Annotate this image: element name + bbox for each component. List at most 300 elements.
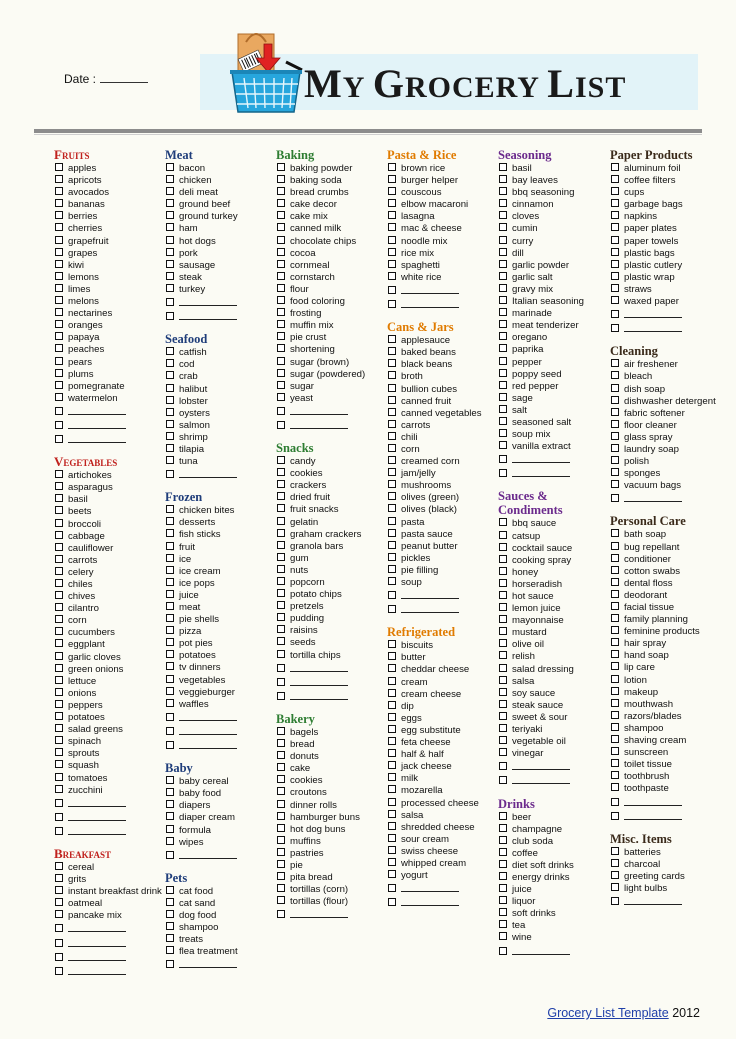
checkbox[interactable] — [55, 688, 63, 696]
list-item[interactable] — [276, 187, 384, 199]
list-item[interactable] — [165, 687, 273, 699]
list-item[interactable] — [165, 566, 273, 578]
checkbox[interactable] — [611, 771, 619, 779]
template-link[interactable]: Grocery List Template — [547, 1006, 669, 1020]
checkbox[interactable] — [499, 700, 507, 708]
blank-list-item[interactable] — [54, 922, 162, 936]
checkbox[interactable] — [499, 441, 507, 449]
list-item[interactable] — [165, 408, 273, 420]
checkbox[interactable] — [55, 773, 63, 781]
blank-line[interactable] — [290, 690, 348, 700]
checkbox[interactable] — [166, 384, 174, 392]
checkbox[interactable] — [277, 650, 285, 658]
checkbox[interactable] — [55, 407, 63, 415]
list-item[interactable] — [54, 175, 162, 187]
list-item[interactable] — [498, 260, 606, 272]
checkbox[interactable] — [166, 602, 174, 610]
list-item[interactable] — [165, 272, 273, 284]
checkbox[interactable] — [277, 787, 285, 795]
list-item[interactable] — [276, 260, 384, 272]
list-item[interactable] — [498, 567, 606, 579]
checkbox[interactable] — [499, 860, 507, 868]
checkbox[interactable] — [499, 296, 507, 304]
checkbox[interactable] — [55, 910, 63, 918]
list-item[interactable] — [54, 652, 162, 664]
list-item[interactable] — [165, 542, 273, 554]
list-item[interactable] — [276, 381, 384, 393]
checkbox[interactable] — [388, 504, 396, 512]
date-blank-line[interactable] — [100, 72, 148, 83]
blank-list-item[interactable] — [387, 896, 495, 910]
list-item[interactable] — [165, 910, 273, 922]
list-item[interactable] — [276, 860, 384, 872]
checkbox[interactable] — [277, 601, 285, 609]
checkbox[interactable] — [499, 187, 507, 195]
checkbox[interactable] — [166, 529, 174, 537]
list-item[interactable] — [276, 517, 384, 529]
checkbox[interactable] — [55, 543, 63, 551]
list-item[interactable] — [165, 384, 273, 396]
list-item[interactable] — [387, 785, 495, 797]
checkbox[interactable] — [611, 211, 619, 219]
checkbox[interactable] — [55, 924, 63, 932]
checkbox[interactable] — [55, 470, 63, 478]
checkbox[interactable] — [388, 272, 396, 280]
blank-list-item[interactable] — [498, 760, 606, 774]
checkbox[interactable] — [277, 812, 285, 820]
checkbox[interactable] — [388, 640, 396, 648]
checkbox[interactable] — [55, 163, 63, 171]
checkbox[interactable] — [55, 939, 63, 947]
list-item[interactable] — [610, 236, 718, 248]
blank-list-item[interactable] — [387, 298, 495, 312]
list-item[interactable] — [276, 211, 384, 223]
checkbox[interactable] — [55, 332, 63, 340]
blank-list-item[interactable] — [54, 419, 162, 433]
list-item[interactable] — [54, 736, 162, 748]
checkbox[interactable] — [166, 248, 174, 256]
list-item[interactable] — [276, 884, 384, 896]
checkbox[interactable] — [166, 614, 174, 622]
checkbox[interactable] — [499, 676, 507, 684]
checkbox[interactable] — [388, 529, 396, 537]
checkbox[interactable] — [55, 236, 63, 244]
checkbox[interactable] — [611, 735, 619, 743]
checkbox[interactable] — [499, 688, 507, 696]
list-item[interactable] — [54, 664, 162, 676]
checkbox[interactable] — [55, 272, 63, 280]
checkbox[interactable] — [611, 396, 619, 404]
checkbox[interactable] — [611, 175, 619, 183]
checkbox[interactable] — [611, 163, 619, 171]
list-item[interactable] — [54, 272, 162, 284]
list-item[interactable] — [276, 553, 384, 565]
checkbox[interactable] — [277, 248, 285, 256]
list-item[interactable] — [498, 381, 606, 393]
list-item[interactable] — [276, 824, 384, 836]
checkbox[interactable] — [388, 260, 396, 268]
checkbox[interactable] — [55, 344, 63, 352]
list-item[interactable] — [54, 369, 162, 381]
list-item[interactable] — [276, 296, 384, 308]
checkbox[interactable] — [277, 468, 285, 476]
checkbox[interactable] — [55, 874, 63, 882]
checkbox[interactable] — [166, 851, 174, 859]
blank-list-item[interactable] — [54, 937, 162, 951]
list-item[interactable] — [54, 712, 162, 724]
checkbox[interactable] — [388, 248, 396, 256]
checkbox[interactable] — [611, 359, 619, 367]
list-item[interactable] — [54, 591, 162, 603]
list-item[interactable] — [387, 187, 495, 199]
checkbox[interactable] — [611, 408, 619, 416]
list-item[interactable] — [498, 872, 606, 884]
list-item[interactable] — [165, 602, 273, 614]
list-item[interactable] — [387, 384, 495, 396]
checkbox[interactable] — [611, 272, 619, 280]
list-item[interactable] — [276, 163, 384, 175]
checkbox[interactable] — [499, 175, 507, 183]
checkbox[interactable] — [388, 211, 396, 219]
checkbox[interactable] — [166, 272, 174, 280]
checkbox[interactable] — [277, 824, 285, 832]
list-item[interactable] — [387, 798, 495, 810]
list-item[interactable] — [165, 260, 273, 272]
blank-line[interactable] — [290, 908, 348, 918]
checkbox[interactable] — [388, 591, 396, 599]
list-item[interactable] — [387, 834, 495, 846]
blank-list-item[interactable] — [54, 405, 162, 419]
checkbox[interactable] — [55, 953, 63, 961]
checkbox[interactable] — [611, 699, 619, 707]
checkbox[interactable] — [166, 371, 174, 379]
list-item[interactable] — [498, 712, 606, 724]
checkbox[interactable] — [499, 248, 507, 256]
list-item[interactable] — [387, 553, 495, 565]
checkbox[interactable] — [388, 822, 396, 830]
list-item[interactable] — [276, 308, 384, 320]
checkbox[interactable] — [611, 199, 619, 207]
blank-line[interactable] — [68, 825, 126, 835]
checkbox[interactable] — [166, 638, 174, 646]
checkbox[interactable] — [55, 187, 63, 195]
checkbox[interactable] — [499, 429, 507, 437]
list-item[interactable] — [498, 175, 606, 187]
list-item[interactable] — [276, 800, 384, 812]
checkbox[interactable] — [166, 812, 174, 820]
checkbox[interactable] — [277, 381, 285, 389]
checkbox[interactable] — [166, 542, 174, 550]
blank-list-item[interactable] — [276, 676, 384, 690]
checkbox[interactable] — [499, 284, 507, 292]
checkbox[interactable] — [166, 199, 174, 207]
checkbox[interactable] — [499, 381, 507, 389]
checkbox[interactable] — [55, 421, 63, 429]
checkbox[interactable] — [55, 435, 63, 443]
list-item[interactable] — [165, 578, 273, 590]
list-item[interactable] — [498, 531, 606, 543]
blank-line[interactable] — [68, 797, 126, 807]
checkbox[interactable] — [55, 652, 63, 660]
checkbox[interactable] — [611, 384, 619, 392]
list-item[interactable] — [498, 369, 606, 381]
checkbox[interactable] — [166, 505, 174, 513]
blank-line[interactable] — [624, 895, 682, 905]
checkbox[interactable] — [166, 898, 174, 906]
list-item[interactable] — [387, 701, 495, 713]
list-item[interactable] — [498, 405, 606, 417]
list-item[interactable] — [276, 763, 384, 775]
checkbox[interactable] — [499, 320, 507, 328]
checkbox[interactable] — [55, 296, 63, 304]
list-item[interactable] — [610, 711, 718, 723]
checkbox[interactable] — [499, 947, 507, 955]
blank-line[interactable] — [68, 951, 126, 961]
list-item[interactable] — [165, 922, 273, 934]
list-item[interactable] — [54, 260, 162, 272]
checkbox[interactable] — [388, 664, 396, 672]
list-item[interactable] — [165, 359, 273, 371]
list-item[interactable] — [165, 420, 273, 432]
checkbox[interactable] — [499, 920, 507, 928]
list-item[interactable] — [387, 677, 495, 689]
list-item[interactable] — [610, 566, 718, 578]
checkbox[interactable] — [499, 272, 507, 280]
checkbox[interactable] — [388, 359, 396, 367]
list-item[interactable] — [165, 175, 273, 187]
list-item[interactable] — [498, 848, 606, 860]
list-item[interactable] — [610, 384, 718, 396]
checkbox[interactable] — [166, 837, 174, 845]
checkbox[interactable] — [388, 347, 396, 355]
blank-line[interactable] — [68, 937, 126, 947]
list-item[interactable] — [498, 543, 606, 555]
checkbox[interactable] — [277, 163, 285, 171]
checkbox[interactable] — [388, 858, 396, 866]
list-item[interactable] — [610, 578, 718, 590]
checkbox[interactable] — [499, 211, 507, 219]
checkbox[interactable] — [388, 187, 396, 195]
list-item[interactable] — [610, 223, 718, 235]
blank-line[interactable] — [179, 725, 237, 735]
checkbox[interactable] — [499, 579, 507, 587]
list-item[interactable] — [387, 248, 495, 260]
list-item[interactable] — [54, 615, 162, 627]
list-item[interactable] — [276, 357, 384, 369]
checkbox[interactable] — [166, 788, 174, 796]
list-item[interactable] — [54, 248, 162, 260]
list-item[interactable] — [610, 408, 718, 420]
list-item[interactable] — [610, 699, 718, 711]
checkbox[interactable] — [166, 910, 174, 918]
blank-list-item[interactable] — [387, 603, 495, 617]
list-item[interactable] — [387, 480, 495, 492]
checkbox[interactable] — [499, 724, 507, 732]
checkbox[interactable] — [55, 567, 63, 575]
list-item[interactable] — [165, 517, 273, 529]
list-item[interactable] — [54, 320, 162, 332]
blank-line[interactable] — [624, 796, 682, 806]
checkbox[interactable] — [166, 444, 174, 452]
list-item[interactable] — [498, 627, 606, 639]
list-item[interactable] — [498, 272, 606, 284]
blank-list-item[interactable] — [498, 774, 606, 788]
list-item[interactable] — [165, 946, 273, 958]
list-item[interactable] — [498, 296, 606, 308]
list-item[interactable] — [54, 531, 162, 543]
list-item[interactable] — [498, 344, 606, 356]
list-item[interactable] — [498, 896, 606, 908]
list-item[interactable] — [610, 432, 718, 444]
list-item[interactable] — [610, 296, 718, 308]
checkbox[interactable] — [499, 824, 507, 832]
list-item[interactable] — [610, 723, 718, 735]
checkbox[interactable] — [611, 554, 619, 562]
list-item[interactable] — [387, 737, 495, 749]
checkbox[interactable] — [277, 517, 285, 525]
checkbox[interactable] — [499, 836, 507, 844]
list-item[interactable] — [387, 492, 495, 504]
checkbox[interactable] — [55, 494, 63, 502]
list-item[interactable] — [610, 626, 718, 638]
checkbox[interactable] — [277, 332, 285, 340]
checkbox[interactable] — [499, 236, 507, 244]
checkbox[interactable] — [166, 776, 174, 784]
checkbox[interactable] — [611, 662, 619, 670]
blank-line[interactable] — [624, 308, 682, 318]
checkbox[interactable] — [388, 384, 396, 392]
list-item[interactable] — [387, 749, 495, 761]
list-item[interactable] — [54, 381, 162, 393]
checkbox[interactable] — [611, 711, 619, 719]
list-item[interactable] — [387, 444, 495, 456]
checkbox[interactable] — [499, 555, 507, 563]
list-item[interactable] — [54, 785, 162, 797]
list-item[interactable] — [165, 614, 273, 626]
blank-list-item[interactable] — [610, 810, 718, 824]
list-item[interactable] — [498, 223, 606, 235]
list-item[interactable] — [165, 886, 273, 898]
checkbox[interactable] — [166, 187, 174, 195]
list-item[interactable] — [498, 932, 606, 944]
checkbox[interactable] — [388, 834, 396, 842]
checkbox[interactable] — [277, 541, 285, 549]
list-item[interactable] — [387, 640, 495, 652]
checkbox[interactable] — [277, 800, 285, 808]
list-item[interactable] — [165, 675, 273, 687]
list-item[interactable] — [165, 199, 273, 211]
list-item[interactable] — [498, 736, 606, 748]
checkbox[interactable] — [55, 967, 63, 975]
checkbox[interactable] — [388, 300, 396, 308]
list-item[interactable] — [165, 638, 273, 650]
checkbox[interactable] — [611, 602, 619, 610]
checkbox[interactable] — [277, 848, 285, 856]
checkbox[interactable] — [166, 420, 174, 428]
list-item[interactable] — [54, 308, 162, 320]
checkbox[interactable] — [388, 420, 396, 428]
list-item[interactable] — [387, 175, 495, 187]
list-item[interactable] — [610, 687, 718, 699]
blank-list-item[interactable] — [165, 296, 273, 310]
list-item[interactable] — [165, 396, 273, 408]
list-item[interactable] — [276, 332, 384, 344]
checkbox[interactable] — [611, 480, 619, 488]
blank-line[interactable] — [401, 603, 459, 613]
list-item[interactable] — [387, 260, 495, 272]
list-item[interactable] — [54, 773, 162, 785]
checkbox[interactable] — [499, 518, 507, 526]
list-item[interactable] — [610, 371, 718, 383]
checkbox[interactable] — [499, 357, 507, 365]
blank-list-item[interactable] — [610, 895, 718, 909]
blank-list-item[interactable] — [610, 308, 718, 322]
checkbox[interactable] — [499, 762, 507, 770]
checkbox[interactable] — [611, 897, 619, 905]
list-item[interactable] — [54, 886, 162, 898]
blank-line[interactable] — [68, 405, 126, 415]
checkbox[interactable] — [277, 664, 285, 672]
checkbox[interactable] — [166, 650, 174, 658]
list-item[interactable] — [610, 420, 718, 432]
blank-list-item[interactable] — [54, 433, 162, 447]
checkbox[interactable] — [55, 827, 63, 835]
list-item[interactable] — [276, 344, 384, 356]
checkbox[interactable] — [166, 590, 174, 598]
list-item[interactable] — [165, 248, 273, 260]
list-item[interactable] — [54, 724, 162, 736]
checkbox[interactable] — [499, 393, 507, 401]
list-item[interactable] — [387, 517, 495, 529]
list-item[interactable] — [54, 874, 162, 886]
checkbox[interactable] — [277, 763, 285, 771]
checkbox[interactable] — [388, 517, 396, 525]
list-item[interactable] — [498, 393, 606, 405]
blank-list-item[interactable] — [498, 467, 606, 481]
list-item[interactable] — [387, 223, 495, 235]
list-item[interactable] — [610, 638, 718, 650]
list-item[interactable] — [276, 529, 384, 541]
list-item[interactable] — [498, 320, 606, 332]
checkbox[interactable] — [611, 687, 619, 695]
list-item[interactable] — [276, 739, 384, 751]
checkbox[interactable] — [388, 773, 396, 781]
list-item[interactable] — [610, 847, 718, 859]
checkbox[interactable] — [277, 613, 285, 621]
checkbox[interactable] — [166, 800, 174, 808]
blank-list-item[interactable] — [276, 690, 384, 704]
checkbox[interactable] — [277, 421, 285, 429]
blank-list-item[interactable] — [54, 965, 162, 979]
list-item[interactable] — [387, 846, 495, 858]
list-item[interactable] — [498, 518, 606, 530]
list-item[interactable] — [54, 296, 162, 308]
list-item[interactable] — [498, 417, 606, 429]
list-item[interactable] — [54, 910, 162, 922]
list-item[interactable] — [276, 223, 384, 235]
list-item[interactable] — [610, 590, 718, 602]
list-item[interactable] — [276, 613, 384, 625]
list-item[interactable] — [387, 396, 495, 408]
checkbox[interactable] — [388, 335, 396, 343]
list-item[interactable] — [498, 603, 606, 615]
list-item[interactable] — [498, 199, 606, 211]
checkbox[interactable] — [388, 492, 396, 500]
blank-line[interactable] — [512, 774, 570, 784]
list-item[interactable] — [498, 664, 606, 676]
checkbox[interactable] — [499, 651, 507, 659]
checkbox[interactable] — [499, 531, 507, 539]
